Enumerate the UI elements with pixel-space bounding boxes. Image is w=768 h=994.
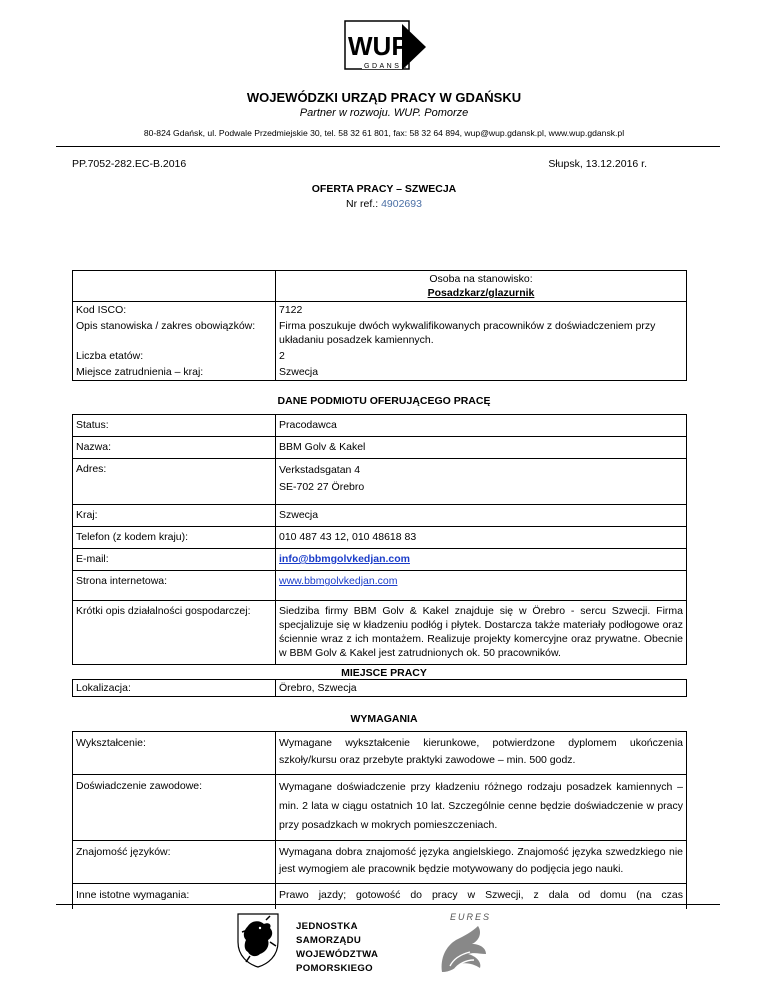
phone-value: 010 487 43 12, 010 48618 83: [276, 527, 687, 549]
offer-ref-number: 4902693: [381, 198, 422, 210]
table-row: [73, 601, 687, 665]
table-row: [73, 549, 687, 571]
address-label: Adres:: [73, 459, 276, 505]
offer-ref: [0, 198, 768, 210]
offer-title: OFERTA PRACY – SZWECJA: [311, 183, 457, 195]
table-row: [73, 348, 687, 364]
unit-line3: WOJEWÓDZTWA: [296, 949, 379, 960]
position-title: Posadzkarz/glazurnik: [427, 287, 535, 299]
website-link[interactable]: www.bbmgolvkedjan.com: [279, 575, 398, 587]
website-label: Strona internetowa:: [73, 571, 276, 601]
employer-country-label: Kraj:: [73, 505, 276, 527]
location-label: Lokalizacja:: [73, 680, 276, 697]
header-divider: [56, 146, 720, 147]
wup-logo: [344, 20, 428, 78]
duties-value: Firma poszukuje dwóch wykwalifikowanych pracowników z doświadczeniem przy układaniu posadzek kamiennych.: [276, 318, 687, 348]
employer-table: [72, 414, 687, 665]
languages-value: Wymagana dobra znajomość języka angielskiego. Znajomość języka szwedzkiego nie jest wymogiem ale pracownik będzie motywowany do podjęcia jego nauki.: [276, 841, 687, 884]
phone-label: Telefon (z kodem kraju):: [73, 527, 276, 549]
employer-section-title: DANE PODMIOTU OFERUJĄCEGO PRACĘ: [277, 395, 491, 407]
education-value: Wymagane wykształcenie kierunkowe, potwierdzone dyplomem ukończenia szkoły/kursu oraz przebyte praktyki zawodowe – min. 500 godz.: [276, 732, 687, 775]
table-row: [73, 841, 687, 884]
org-tagline: Partner w rozwoju. WUP. Pomorze: [299, 107, 469, 119]
workplace-table: [72, 679, 687, 697]
table-row: [73, 437, 687, 459]
table-row: [73, 459, 687, 505]
email-link[interactable]: info@bbmgolvkedjan.com: [279, 553, 410, 565]
table-row: [73, 884, 687, 910]
positions-count-label: Liczba etatów:: [73, 348, 276, 364]
country-value: Szwecja: [276, 364, 687, 381]
address-value: [276, 459, 687, 505]
name-value: BBM Golv & Kakel: [276, 437, 687, 459]
coat-of-arms-icon: [236, 912, 280, 968]
table-row: [73, 364, 687, 381]
offer-ref-label: Nr ref.:: [346, 198, 382, 210]
requirements-table: [72, 731, 687, 909]
unit-line4: POMORSKIEGO: [296, 963, 373, 974]
isco-value: 7122: [276, 302, 687, 319]
other-value: Prawo jazdy; gotowość do pracy w Szwecji, z dala od domu (na czas: [276, 884, 687, 910]
workplace-section-title: MIEJSCE PRACY: [341, 667, 427, 679]
document-place-date: Słupsk, 13.12.2016 r.: [548, 158, 647, 170]
table-row: [73, 302, 687, 319]
address-line1: Verkstadsgatan 4: [279, 464, 361, 476]
email-label: E-mail:: [73, 549, 276, 571]
other-label: Inne istotne wymagania:: [73, 884, 276, 910]
table-row: [73, 775, 687, 841]
table-row: [73, 415, 687, 437]
employer-country-value: Szwecja: [276, 505, 687, 527]
experience-label: Doświadczenie zawodowe:: [73, 775, 276, 841]
footer-divider: [56, 904, 720, 905]
position-header: [276, 271, 687, 302]
logo-text: WUP: [348, 31, 409, 61]
languages-label: Znajomość języków:: [73, 841, 276, 884]
duties-label: Opis stanowiska / zakres obowiązków:: [73, 318, 276, 348]
document-reference: PP.7052-282.EC-B.2016: [72, 158, 187, 170]
requirements-section-title: WYMAGANIA: [350, 713, 418, 725]
business-description-label: Krótki opis działalności gospodarczej:: [73, 601, 276, 665]
table-row: [73, 571, 687, 601]
status-label: Status:: [73, 415, 276, 437]
position-header-label: Osoba na stanowisko:: [429, 273, 533, 285]
status-value: Pracodawca: [276, 415, 687, 437]
country-label: Miejsce zatrudnienia – kraj:: [73, 364, 276, 381]
eures-text: EURES: [450, 912, 492, 922]
education-label: Wykształcenie:: [73, 732, 276, 775]
address-line2: SE-702 27 Örebro: [279, 481, 365, 493]
location-value: Örebro, Szwecja: [276, 680, 687, 697]
isco-label: Kod ISCO:: [73, 302, 276, 319]
org-address: 80-824 Gdańsk, ul. Podwale Przedmiejskie 30, tel. 58 32 61 801, fax: 58 32 64 894, wup@wup.gdansk.pl, www.wup.gdansk.pl: [143, 128, 625, 138]
table-row: [73, 680, 687, 697]
table-row: [73, 732, 687, 775]
voivodeship-unit-text: [296, 920, 378, 976]
table-row: [73, 527, 687, 549]
logo-sub: GDANSK: [364, 63, 409, 70]
unit-line2: SAMORZĄDU: [296, 935, 362, 946]
business-description: Siedziba firmy BBM Golv & Kakel znajduje się w Örebro - sercu Szwecji. Firma specjalizuje się w kładzeniu podłóg i płytek. Dostarcza także materiały podłogowe oraz ściennie wraz z ich montażem. Realizuje projekty komercyjne oraz prywatne. Obecnie w BBM Golv & Kakel jest zatrudnionych ok. 50 pracowników.: [276, 601, 687, 665]
table-row: [73, 505, 687, 527]
org-name: WOJEWÓDZKI URZĄD PRACY W GDAŃSKU: [246, 90, 522, 105]
table-row: [73, 318, 687, 348]
positions-count-value: 2: [276, 348, 687, 364]
position-table: [72, 270, 687, 381]
unit-line1: JEDNOSTKA: [296, 921, 358, 932]
eures-logo: [436, 910, 492, 980]
name-label: Nazwa:: [73, 437, 276, 459]
experience-value: Wymagane doświadczenie przy kładzeniu różnego rodzaju posadzek kamiennych – min. 2 lata w ciągu ostatnich 10 lat. Szczególnie cenne będzie doświadczenie w pracy przy posadzkach w mokrych pomieszczeniach.: [276, 775, 687, 841]
